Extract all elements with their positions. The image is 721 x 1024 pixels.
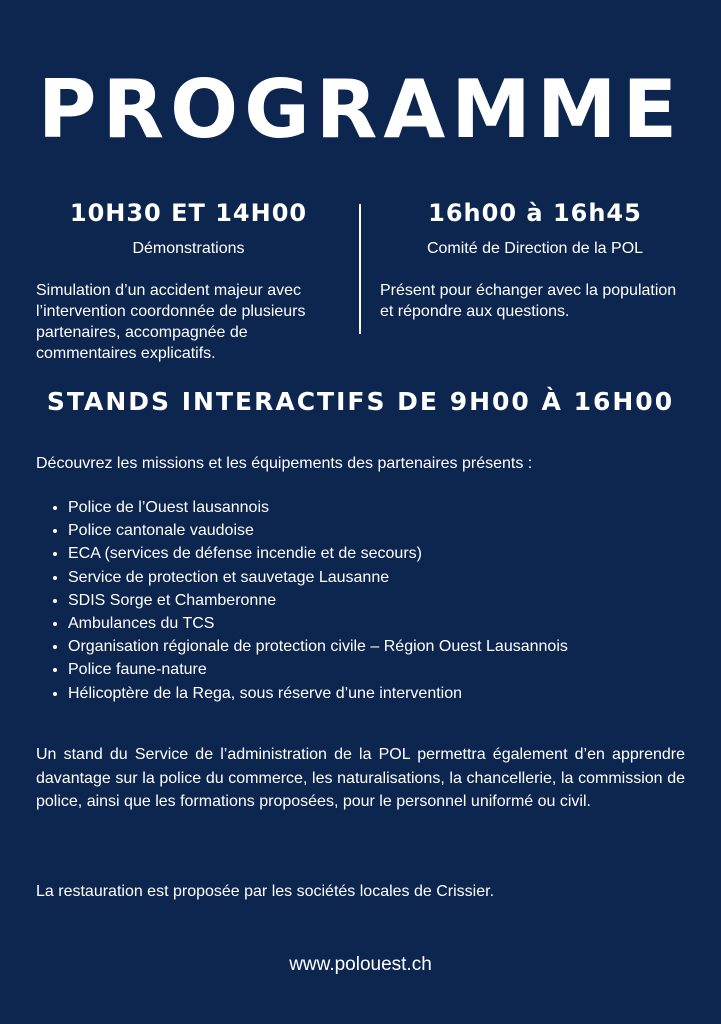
list-item: • ECA (services de défense incendie et de secours) xyxy=(68,542,718,565)
demonstrations-time: 10H30 ET 14H00 xyxy=(69,199,308,227)
website-link[interactable]: www.polouest.ch xyxy=(289,954,432,975)
list-item: • Hélicoptère de la Rega, sous réserve d’une intervention xyxy=(68,682,718,705)
list-item: • Service de protection et sauvetage Lausanne xyxy=(68,566,718,589)
stands-title: STANDS INTERACTIFS DE 9H00 À 16H00 xyxy=(46,387,675,416)
committee-subtitle: Comité de Direction de la POL xyxy=(426,240,644,257)
demonstrations-block xyxy=(36,196,341,364)
demonstrations-description: Simulation d’un accident majeur avec l’intervention coordonnée de plusieurs partenaires, accompagnée de commentaires explicatifs. xyxy=(36,282,306,362)
committee-block xyxy=(380,196,690,322)
stands-intro: Découvrez les missions et les équipements des partenaires présents : xyxy=(36,455,533,472)
list-item: • Police cantonale vaudoise xyxy=(68,519,718,542)
committee-time: 16h00 à 16h45 xyxy=(428,199,642,227)
demonstrations-subtitle: Démonstrations xyxy=(132,240,245,257)
list-item: • Organisation régionale de protection civile – Région Ouest Lausannois xyxy=(68,635,718,658)
administration-paragraph: Un stand du Service de l’administration de la POL permettra également d’en apprendre davantage sur la police du commerce, les naturalisations, la chancellerie, la commission de police, ainsi que les formations proposées, pour le personnel uniformé ou civil. xyxy=(36,746,685,810)
list-item: • Police faune-nature xyxy=(68,658,718,681)
column-divider xyxy=(359,204,361,334)
list-item: • Ambulances du TCS xyxy=(68,612,718,635)
list-item: • SDIS Sorge et Chamberonne xyxy=(68,589,718,612)
committee-description: Présent pour échanger avec la population et répondre aux questions. xyxy=(380,282,677,320)
list-item: • Police de l’Ouest lausannois xyxy=(68,496,718,519)
partners-list xyxy=(36,496,718,705)
restauration-paragraph: La restauration est proposée par les sociétés locales de Crissier. xyxy=(36,883,495,900)
page-title: PROGRAMME xyxy=(37,63,684,156)
